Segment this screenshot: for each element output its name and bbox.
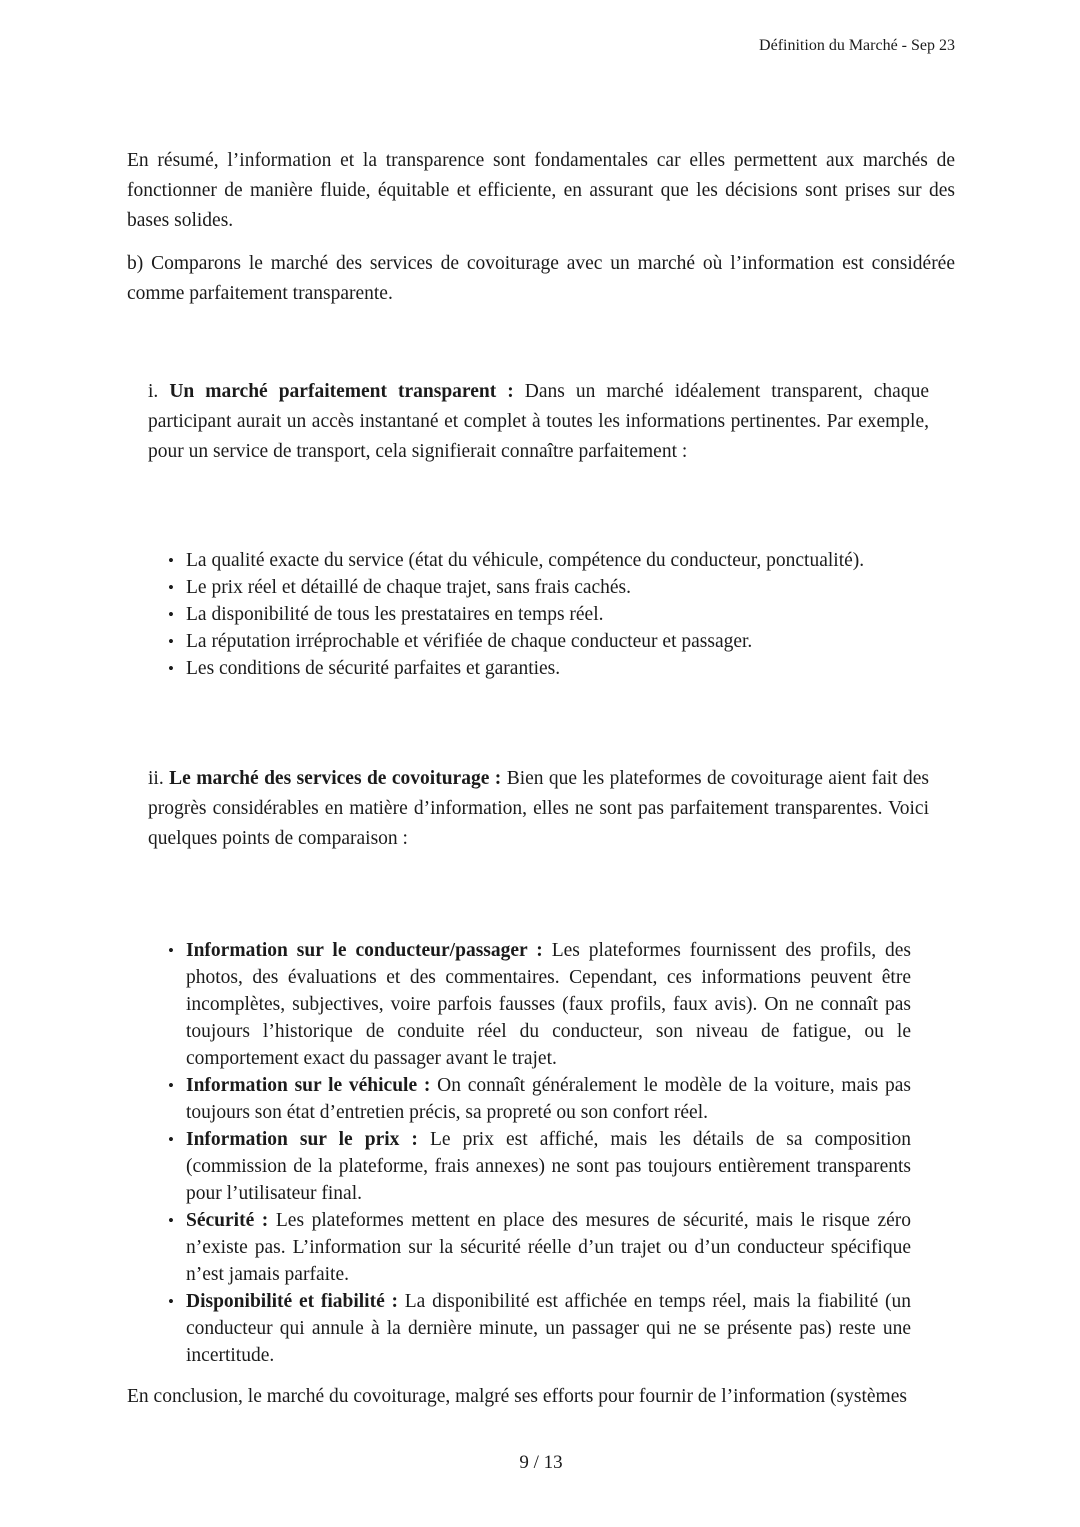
conclusion-paragraph: En conclusion, le marché du covoiturage, malgré ses efforts pour fournir de l’information (systèmes [127, 1386, 907, 1407]
section-ii-prefix: ii. [148, 768, 164, 789]
list-item: • Les conditions de sécurité parfaites et garanties. [168, 655, 911, 682]
page-number: 9 / 13 [519, 1452, 563, 1473]
list-item [168, 1288, 911, 1369]
list-item [168, 1207, 911, 1288]
list-item: • La disponibilité de tous les prestataires en temps réel. [168, 601, 911, 628]
paragraph-b: b) Comparons le marché des services de covoiturage avec un marché où l’information est considérée comme parfaitement transparente. [127, 253, 955, 304]
list-item-text: Le prix est affiché, mais les détails de sa composition (commission de la plateforme, frais annexes) ne sont pas toujours entièrement transparents pour l’utilisateur final. [186, 1129, 911, 1204]
transparent-market-list [168, 547, 911, 682]
intro-paragraph: En résumé, l’information et la transparence sont fondamentales car elles permettent aux marchés de fonctionner de manière fluide, équitable et efficiente, en assurant que les décisions sont prises sur des bases solides. [127, 150, 955, 231]
list-item-text: Les plateformes fournissent des profils, des photos, des évaluations et des commentaires. Cependant, ces informations peuvent être incomplètes, subjectives, voire parfois fausses (faux profils, faux avis). On ne connaît pas toujours l’historique de conduite réel du conducteur, son niveau de fatigue, ou le comportement exact du passager avant le trajet. [186, 940, 911, 1069]
list-item [168, 937, 911, 1072]
section-i-heading: Un marché parfaitement transparent : [169, 381, 514, 402]
running-header: Définition du Marché - Sep 23 [759, 37, 955, 54]
section-i-text: Dans un marché idéalement transparent, chaque participant aurait un accès instantané et complet à toutes les informations pertinentes. Par exemple, pour un service de transport, cela signifierait connaître parfaitement : [148, 381, 929, 462]
list-item-term: Sécurité : [186, 1210, 269, 1231]
carpool-comparison-list [168, 937, 911, 1369]
list-item-term: Information sur le véhicule : [186, 1075, 431, 1096]
list-item-term: Disponibilité et fiabilité : [186, 1291, 398, 1312]
list-item-term: Information sur le prix : [186, 1129, 418, 1150]
section-i-prefix: i. [148, 381, 159, 402]
list-item [168, 1126, 911, 1207]
list-item: • La qualité exacte du service (état du véhicule, compétence du conducteur, ponctualité). [168, 547, 911, 574]
list-item [168, 1072, 911, 1126]
section-ii-text: Bien que les plateformes de covoiturage aient fait des progrès considérables en matière d’information, elles ne sont pas parfaitement transparentes. Voici quelques points de comparaison : [148, 768, 930, 849]
list-item-text: On connaît généralement le modèle de la voiture, mais pas toujours son état d’entretien précis, sa propreté ou son confort réel. [186, 1075, 911, 1123]
list-item-text: Les plateformes mettent en place des mesures de sécurité, mais le risque zéro n’existe pas. L’information sur la sécurité réelle d’un trajet ou d’un conducteur spécifique n’est jamais parfaite. [186, 1210, 912, 1285]
list-item-term: Information sur le conducteur/passager : [186, 940, 543, 961]
section-i-paragraph [148, 377, 929, 467]
list-item-text: La disponibilité est affichée en temps réel, mais la fiabilité (un conducteur qui annule à la dernière minute, un passager qui ne se présente pas) reste une incertitude. [186, 1291, 911, 1366]
section-ii-heading: Le marché des services de covoiturage : [169, 768, 502, 789]
list-item: • La réputation irréprochable et vérifiée de chaque conducteur et passager. [168, 628, 911, 655]
section-ii-paragraph [148, 764, 929, 854]
list-item: • Le prix réel et détaillé de chaque trajet, sans frais cachés. [168, 574, 911, 601]
